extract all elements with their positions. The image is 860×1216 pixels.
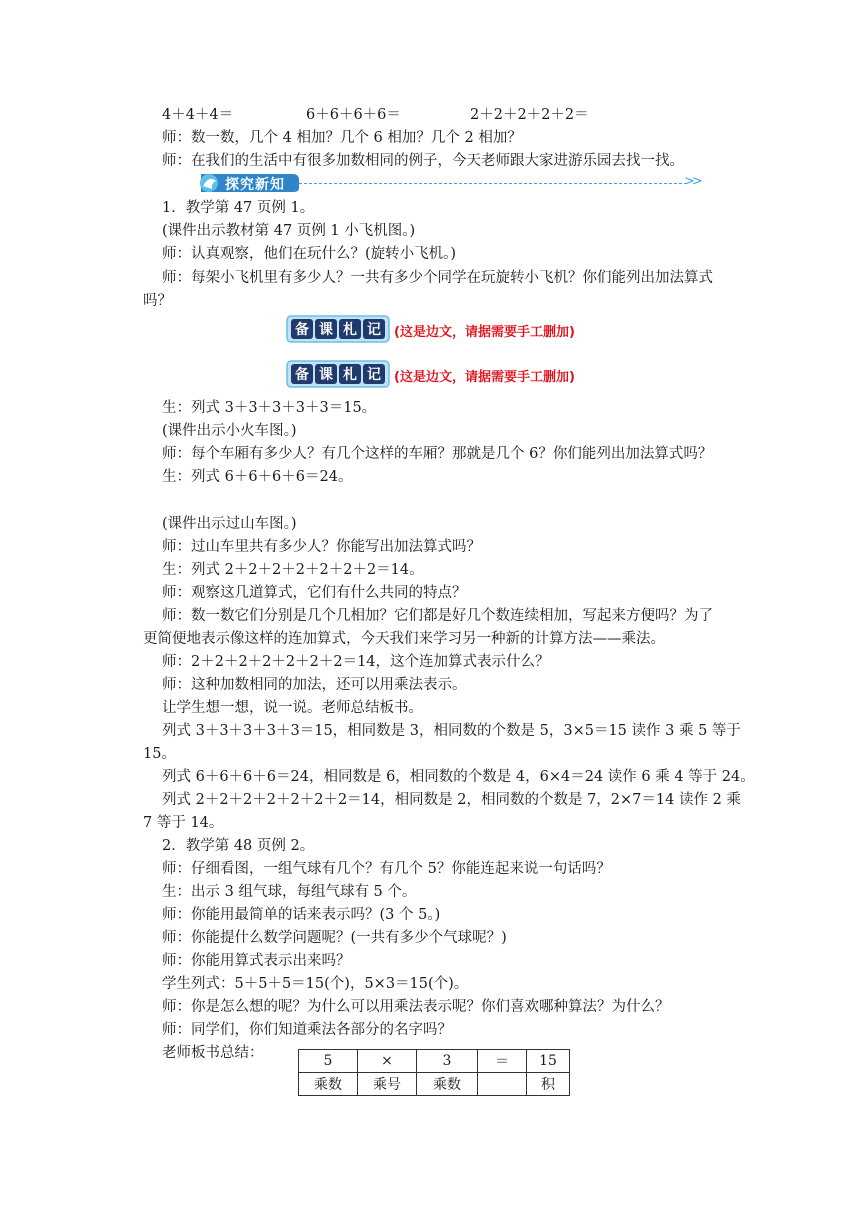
text-line: 师：数一数，几个 4 相加？几个 6 相加？几个 2 相加？ bbox=[162, 130, 522, 146]
text-line: 师：数一数它们分别是几个几相加？它们都是好几个数连续相加，写起来方便吗？为了 bbox=[162, 608, 713, 624]
sum-2: 6＋6＋6＋6＝ bbox=[306, 107, 401, 123]
text-line: 列式 3＋3＋3＋3＋3＝15，相同数是 3，相同数的个数是 5，3×5＝15 读作 3 乘 5 等于 bbox=[162, 723, 741, 739]
table-cell bbox=[478, 1073, 527, 1096]
text-line: 学生列式：5＋5＋5＝15(个)，5×3＝15(个)。 bbox=[162, 976, 469, 992]
table-cell: 积 bbox=[527, 1073, 570, 1096]
table-cell: 5 bbox=[299, 1050, 358, 1073]
text-line: 生：列式 6＋6＋6＋6＝24。 bbox=[162, 469, 353, 485]
text-line: 生：出示 3 组气球，每组气球有 5 个。 bbox=[162, 884, 417, 900]
text-line: 生：列式 2＋2＋2＋2＋2＋2＋2＝14。 bbox=[162, 562, 424, 578]
note-badge-char: 札 bbox=[343, 367, 357, 383]
margin-note-text: (这是边文，请据需要手工删加) bbox=[394, 370, 575, 385]
note-badge-icon bbox=[286, 360, 390, 388]
table-row bbox=[299, 1073, 570, 1096]
text-line: 生：列式 3＋3＋3＋3＋3＝15。 bbox=[162, 400, 377, 416]
sum-1: 4＋4＋4＝ bbox=[162, 107, 234, 123]
table-cell: 乘数 bbox=[299, 1073, 358, 1096]
note-badge-icon bbox=[286, 315, 390, 343]
double-chevron-right-icon: >> bbox=[684, 174, 700, 189]
note-badge-char: 记 bbox=[367, 367, 381, 383]
table-cell: 15 bbox=[527, 1050, 570, 1073]
text-line: 老师板书总结： bbox=[162, 1045, 264, 1061]
table-cell: × bbox=[358, 1050, 417, 1073]
text-line: 师：你能用算式表示出来吗？ bbox=[162, 953, 351, 969]
text-line: 列式 6＋6＋6＋6＝24，相同数是 6，相同数的个数是 4，6×4＝24 读作 6 乘 4 等于 24。 bbox=[162, 769, 755, 785]
text-line: 让学生想一想，说一说。老师总结板书。 bbox=[162, 700, 423, 716]
text-line: 吗？ bbox=[143, 293, 172, 309]
section-banner bbox=[197, 172, 707, 196]
text-line: 师：每架小飞机里有多少人？一共有多少个同学在玩旋转小飞机？你们能列出加法算式 bbox=[162, 270, 713, 286]
note-badge-char: 课 bbox=[319, 322, 333, 338]
text-line: 师：仔细看图，一组气球有几个？有几个 5？你能连起来说一句话吗？ bbox=[162, 861, 611, 877]
text-line: 师：在我们的生活中有很多加数相同的例子，今天老师跟大家进游乐园去找一找。 bbox=[162, 153, 684, 169]
table-cell: 乘数 bbox=[417, 1073, 478, 1096]
text-line: 师：2＋2＋2＋2＋2＋2＋2＝14，这个连加算式表示什么？ bbox=[162, 654, 550, 670]
table-row bbox=[299, 1050, 570, 1073]
table-cell: 3 bbox=[417, 1050, 478, 1073]
note-badge-char: 课 bbox=[319, 367, 333, 383]
banner-dashed-line bbox=[299, 183, 687, 184]
margin-note-text: (这是边文，请据需要手工删加) bbox=[394, 325, 575, 340]
text-line: 师：你能用最简单的话来表示吗？(3 个 5。) bbox=[162, 907, 441, 923]
note-badge-char: 备 bbox=[295, 367, 309, 383]
multiplication-summary-table bbox=[298, 1049, 570, 1096]
text-line: 师：每个车厢有多少人？有几个这样的车厢？那就是几个 6？你们能列出加法算式吗？ bbox=[162, 446, 713, 462]
note-badge-char: 备 bbox=[295, 322, 309, 338]
table-cell: 乘号 bbox=[358, 1073, 417, 1096]
text-line: 师：你是怎么想的呢？为什么可以用乘法表示呢？你们喜欢哪种算法？为什么？ bbox=[162, 999, 670, 1015]
text-line: 2．教学第 48 页例 2。 bbox=[162, 838, 315, 854]
note-badge-char: 札 bbox=[343, 322, 357, 338]
text-line: 师：过山车里共有多少人？你能写出加法算式吗？ bbox=[162, 539, 481, 555]
text-line: 1．教学第 47 页例 1。 bbox=[162, 200, 315, 216]
text-line: 15。 bbox=[143, 746, 176, 762]
text-line: (课件出示教材第 47 页例 1 小飞机图。) bbox=[162, 223, 416, 239]
text-line: 师：这种加数相同的加法，还可以用乘法表示。 bbox=[162, 677, 467, 693]
text-line: 7 等于 14。 bbox=[143, 815, 224, 831]
sum-3: 2＋2＋2＋2＋2＝ bbox=[470, 107, 589, 123]
text-line: 师：观察这几道算式，它们有什么共同的特点？ bbox=[162, 585, 467, 601]
text-line: (课件出示过山车图。) bbox=[162, 516, 297, 532]
text-line: 师：认真观察，他们在玩什么？(旋转小飞机。) bbox=[162, 246, 457, 262]
text-line: 师：同学们，你们知道乘法各部分的名字吗？ bbox=[162, 1022, 452, 1038]
text-line: 列式 2＋2＋2＋2＋2＋2＋2＝14，相同数是 2，相同数的个数是 7，2×7＝14 读作 2 乘 bbox=[162, 792, 741, 808]
table-cell: ＝ bbox=[478, 1050, 527, 1073]
text-line: (课件出示小火车图。) bbox=[162, 423, 297, 439]
text-line: 师：你能提什么数学问题呢？(一共有多少个气球呢？) bbox=[162, 930, 507, 946]
banner-title: 探究新知 bbox=[225, 177, 285, 193]
text-line: 更简便地表示像这样的连加算式，今天我们来学习另一种新的计算方法——乘法。 bbox=[143, 631, 665, 647]
note-badge-char: 记 bbox=[367, 322, 381, 338]
